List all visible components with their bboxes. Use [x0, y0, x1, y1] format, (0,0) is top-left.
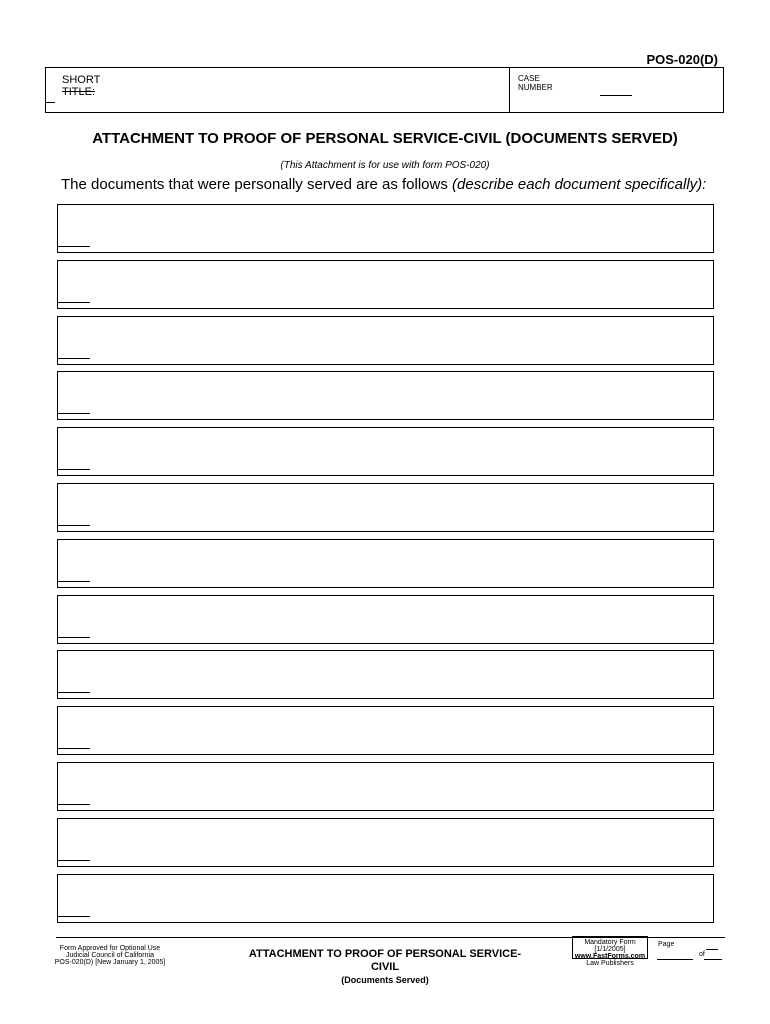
header-divider [509, 68, 510, 112]
entry-underline [58, 413, 90, 414]
entry-underline [58, 748, 90, 749]
entry-underline [58, 804, 90, 805]
footer-left-line1: Form Approved for Optional Use [59, 945, 161, 952]
case-number-line1: CASE [518, 74, 540, 83]
entry-underline [58, 692, 90, 693]
publisher-stamp [572, 936, 648, 967]
entry-underline [58, 916, 90, 917]
publisher-line3: Law Publishers [586, 960, 634, 967]
footer-title-line1: ATTACHMENT TO PROOF OF PERSONAL SERVICE- [248, 948, 522, 960]
of-label: of [699, 951, 705, 958]
short-title-line1: SHORT [62, 74, 101, 86]
intro-text [61, 176, 706, 193]
short-title-label [62, 74, 100, 98]
intro-italic: (describe each document specifically): [452, 176, 707, 193]
entry-underline [58, 469, 90, 470]
short-title-line2: TITLE: [62, 86, 96, 98]
document-entry-box[interactable] [57, 706, 714, 755]
page-total-line [706, 949, 718, 950]
document-entry-box[interactable] [57, 204, 714, 253]
form-id: POS-020(D) [646, 52, 718, 67]
entry-underline [58, 581, 90, 582]
footer-title [218, 948, 552, 974]
intro-plain: The documents that were personally served are as follows [61, 176, 453, 193]
document-entry-box[interactable] [57, 483, 714, 532]
document-entry-box[interactable] [57, 595, 714, 644]
document-entry-box[interactable] [57, 818, 714, 867]
publisher-url: www.FastForms.com [574, 953, 646, 960]
entry-underline [58, 302, 90, 303]
entry-underline [58, 860, 90, 861]
document-entry-box[interactable] [57, 316, 714, 365]
footer-left-line2: Judicial Council of California [66, 952, 154, 959]
form-subnote: (This Attachment is for use with form POS-020) [280, 160, 490, 171]
publisher-line1: Mandatory Form [1/1/2005] [584, 939, 636, 953]
footer-title-line2: CIVIL [370, 961, 400, 973]
document-entry-box[interactable] [57, 650, 714, 699]
document-entry-box[interactable] [57, 427, 714, 476]
document-entry-box[interactable] [57, 762, 714, 811]
case-number-line2: NUMBER [518, 83, 553, 92]
short-title-tick [45, 102, 55, 103]
entry-underline [58, 637, 90, 638]
form-title: ATTACHMENT TO PROOF OF PERSONAL SERVICE-CIVIL (DOCUMENTS SERVED) [92, 130, 678, 147]
case-number-field[interactable] [600, 95, 632, 96]
entry-underline [58, 358, 90, 359]
document-entry-box[interactable] [57, 371, 714, 420]
document-entry-box[interactable] [57, 874, 714, 923]
page-of-field[interactable] [704, 959, 722, 960]
document-entry-box[interactable] [57, 260, 714, 309]
page-label: Page [658, 941, 675, 948]
footer-subtitle: (Documents Served) [341, 975, 429, 985]
entry-underline [58, 525, 90, 526]
footer-left-line3: POS-020(D) [New January 1, 2005] [54, 959, 166, 966]
footer-form-info [50, 945, 170, 966]
page-number-field[interactable] [657, 959, 693, 960]
header-box [45, 67, 724, 113]
entry-underline [58, 246, 90, 247]
document-entry-box[interactable] [57, 539, 714, 588]
case-number-label [518, 74, 553, 92]
